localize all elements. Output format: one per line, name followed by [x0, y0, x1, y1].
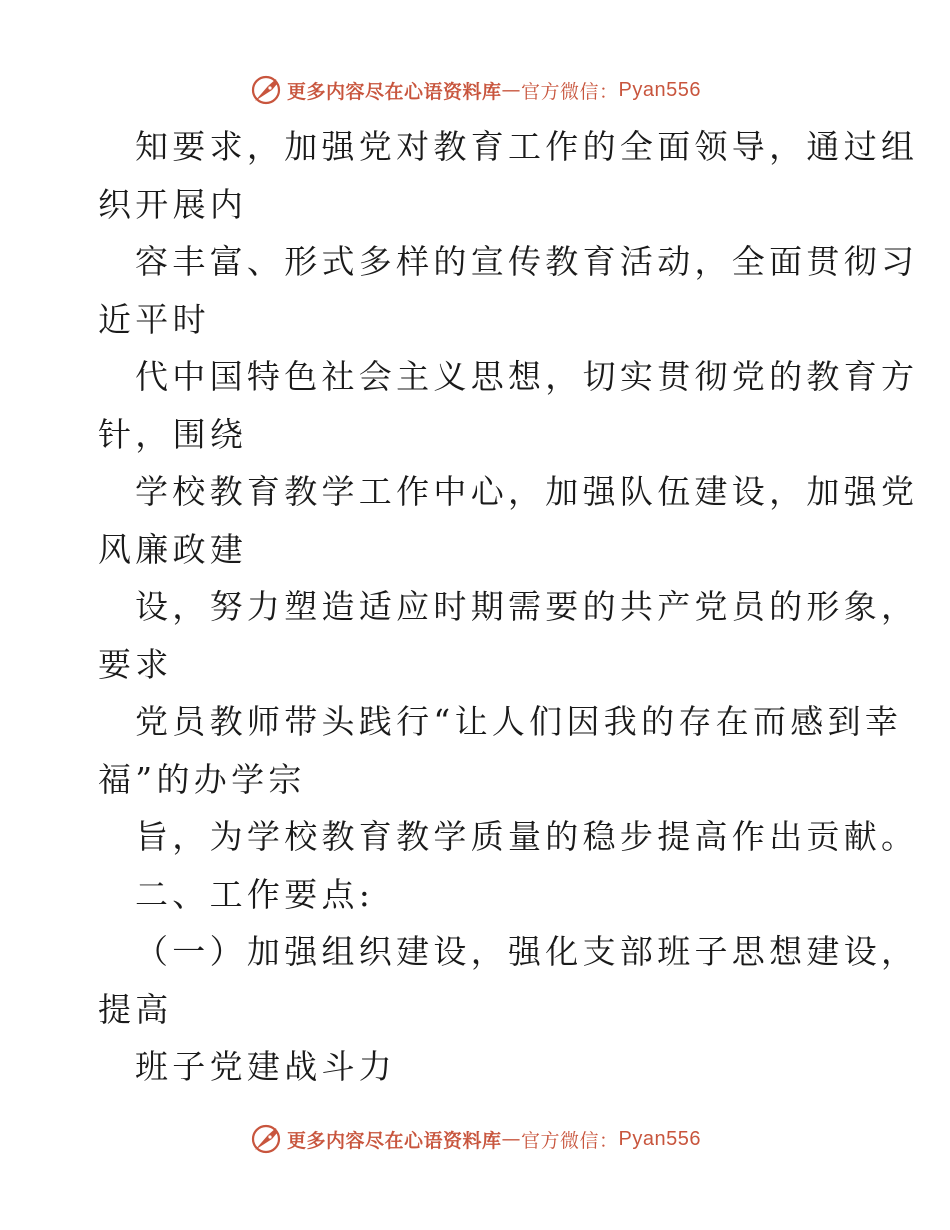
text-line: 福”的办学宗: [98, 759, 306, 799]
text-line: 容丰富、形式多样的宣传教育活动，全面贯彻习: [135, 242, 919, 281]
text-line: 代中国特色社会主义思想，切实贯彻党的教育方: [135, 357, 919, 396]
watermark-wechat-label: 官方微信：: [521, 1129, 619, 1152]
text-line: 学校教育教学工作中心，加强队伍建设，加强党: [135, 472, 919, 511]
subsection-heading: （一）加强组织建设，强化支部班子思想建设，: [135, 932, 919, 971]
text-line: 设，努力塑造适应时期需要的共产党员的形象，: [135, 587, 919, 626]
text-line: 要求: [98, 644, 173, 684]
section-heading: 二、工作要点:: [135, 874, 375, 914]
text-line: 提高: [98, 989, 173, 1029]
text-line: 旨，为学校教育教学质量的稳步提高作出贡献。: [135, 817, 919, 856]
text-line: 近平时: [98, 299, 210, 339]
text-line: 针，围绕: [98, 414, 248, 454]
text-line: 知要求，加强党对教育工作的全面领导，通过组: [135, 127, 919, 166]
text-line: 织开展内: [98, 184, 248, 224]
watermark-wechat-label: 官方微信：: [521, 80, 619, 103]
watermark-wechat-id: Pyan556: [618, 78, 701, 101]
watermark-separator: —: [501, 1128, 522, 1150]
watermark-wechat-id: Pyan556: [618, 1127, 701, 1150]
header-watermark: [0, 70, 950, 110]
footer-watermark: [0, 1119, 950, 1159]
watermark-separator: —: [501, 79, 522, 101]
text-line: 风廉政建: [98, 529, 248, 569]
pen-nib-icon: [249, 1122, 283, 1156]
text-line: 班子党建战斗力: [135, 1047, 397, 1086]
watermark-site-text: 更多内容尽在心语资料库: [287, 1129, 502, 1152]
text-line: 党员教师带头践行“让人们因我的存在而感到幸: [135, 702, 903, 741]
document-body: [98, 118, 919, 1096]
watermark-site-text: 更多内容尽在心语资料库: [287, 80, 502, 103]
pen-nib-icon: [249, 73, 283, 107]
